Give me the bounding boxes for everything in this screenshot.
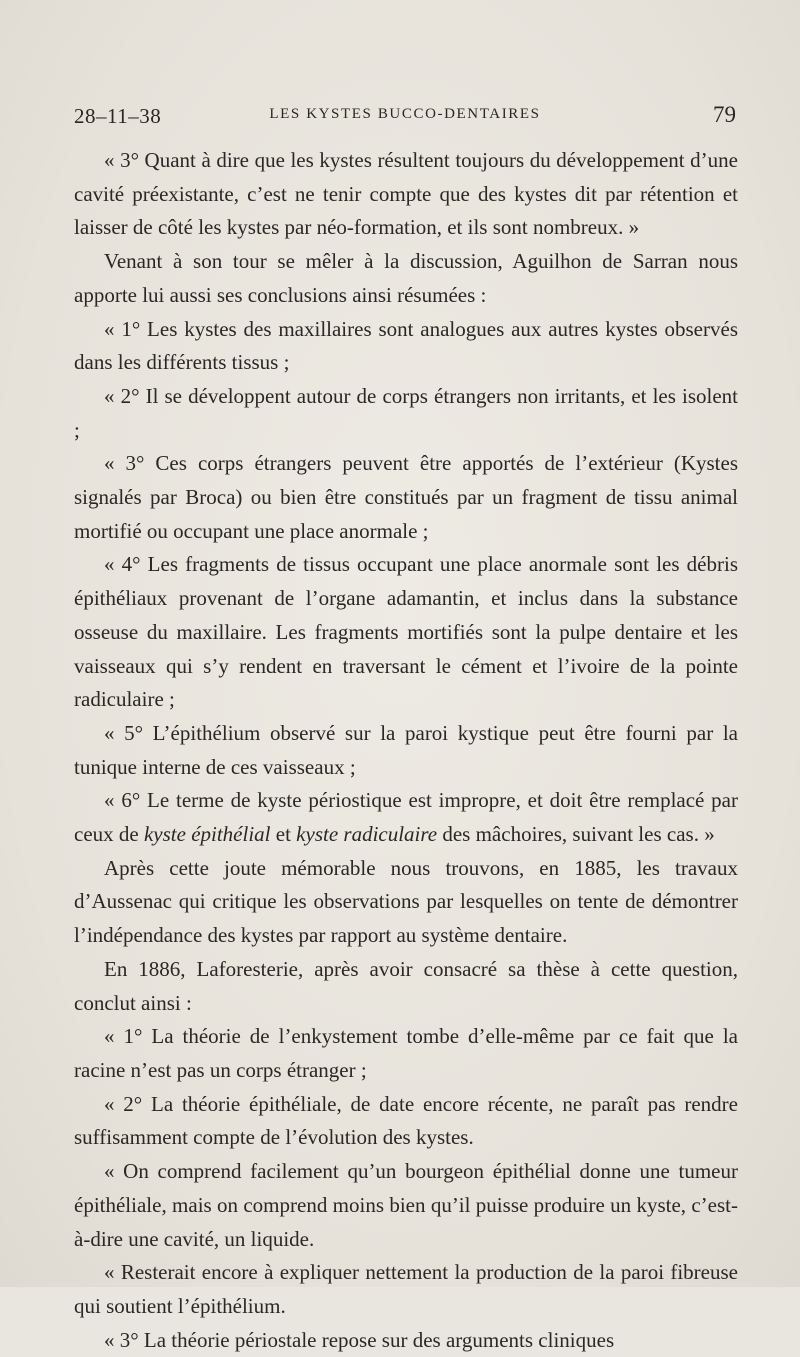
running-header [74, 100, 736, 130]
paragraph [74, 784, 738, 851]
paragraph: En 1886, Laforesterie, après avoir consacré sa thèse à cette question, conclut ainsi : [74, 956, 738, 1015]
paragraph: « 1° La théorie de l’enkystement tombe d’elle-même par ce fait que la racine n’est pas un corps étranger ; [74, 1024, 738, 1082]
paragraph: « 1° Les kystes des maxillaires sont analogues aux autres kystes observés dans les différents tissus ; [74, 316, 738, 375]
paragraph: « 2° La théorie épithéliale, de date encore récente, ne paraît pas rendre suffisamment compte de l’évolution des kystes. [74, 1091, 738, 1150]
paragraph: « 5° L’épithélium observé sur la paroi kystique peut être fourni par la tunique interne de ces vaisseaux ; [74, 720, 738, 779]
paragraph: « 3° La théorie périostale repose sur des arguments cliniques [104, 1327, 615, 1352]
paragraph: Après cette joute mémorable nous trouvons, en 1885, les travaux d’Aussenac qui critique les observations par lesquelles on tente de démontrer l’indépendance des kystes par rapport au système dentaire. [74, 855, 738, 948]
text-run: des mâchoires, suivant les cas. » [437, 822, 715, 847]
paragraph: « 2° Il se développent autour de corps étrangers non irritants, et les isolent ; [74, 383, 738, 442]
running-title: LES KYSTES BUCCO-DENTAIRES [269, 106, 541, 122]
paragraph: « 3° Quant à dire que les kystes résultent toujours du développement d’une cavité préexistante, c’est ne tenir compte que des kystes dit par rétention et laisser de côté les kystes par néo-formation, et ils sont nombreux. » [74, 148, 738, 240]
page-number: 79 [713, 102, 736, 127]
text-run: « 6° Le terme de kyste périostique est impropre, et doit être remplacé par ceux de [74, 788, 738, 847]
paragraph: « 3° Ces corps étrangers peuvent être apportés de l’extérieur (Kystes signalés par Broca) ou bien être constitués par un fragment de tissu animal mortifié ou occupant une place anormale ; [74, 451, 738, 543]
italic-term: kyste épithélial [143, 822, 271, 847]
italic-term: kyste radiculaire [296, 822, 438, 847]
paragraph: « On comprend facilement qu’un bourgeon épithélial donne une tumeur épithéliale, mais on comprend moins bien qu’il puisse produire un kyste, c’est-à-dire une cavité, un liquide. [74, 1159, 738, 1251]
paragraph: « 4° Les fragments de tissus occupant une place anormale sont les débris épithéliaux provenant de l’organe adamantin, et inclus dans la substance osseuse du maxillaire. Les fragments mortifiés sont la pulpe dentaire et les vaisseaux qui s’y rendent en traversant le cément et l’ivoire de la pointe radiculaire ; [74, 552, 738, 712]
paragraph: « Resterait encore à expliquer nettement la production de la paroi fibreuse qui soutient l’épithélium. [74, 1260, 738, 1318]
paragraph: Venant à son tour se mêler à la discussion, Aguilhon de Sarran nous apporte lui aussi ses conclusions ainsi résumées : [74, 249, 738, 307]
body-text [74, 144, 738, 1357]
text-run: et [270, 822, 297, 847]
header-date-code: 28–11–38 [74, 104, 162, 128]
